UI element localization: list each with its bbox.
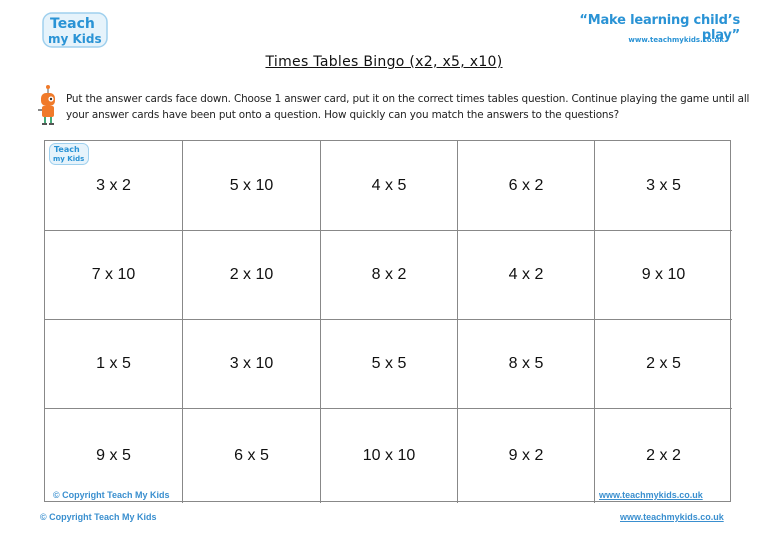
question-text: 3 x 2 xyxy=(96,176,131,194)
bingo-cell[interactable] xyxy=(45,141,183,231)
bingo-cell[interactable] xyxy=(45,320,183,409)
cell-copyright: © Copyright Teach My Kids xyxy=(53,490,170,500)
bingo-cell[interactable] xyxy=(45,231,183,320)
bingo-cell[interactable] xyxy=(183,231,321,320)
teach-my-kids-logo-small xyxy=(49,143,89,165)
bingo-cell[interactable] xyxy=(183,320,321,409)
bingo-grid xyxy=(44,140,731,502)
question-text: 9 x 2 xyxy=(508,447,544,464)
question-text: 1 x 5 xyxy=(96,355,131,372)
bingo-cell[interactable] xyxy=(595,231,732,320)
bingo-cell[interactable] xyxy=(595,141,732,231)
bingo-cell[interactable] xyxy=(321,141,458,231)
bingo-cell[interactable] xyxy=(183,141,321,231)
bingo-cell[interactable] xyxy=(458,141,595,231)
bingo-cell[interactable] xyxy=(183,409,321,503)
question-text: 3 x 5 xyxy=(646,176,681,194)
question-text: 3 x 10 xyxy=(229,355,274,372)
bingo-cell[interactable] xyxy=(458,409,595,503)
bingo-cell[interactable] xyxy=(321,320,458,409)
question-text: 8 x 5 xyxy=(508,355,544,372)
bingo-cell[interactable] xyxy=(595,320,732,409)
bingo-cell[interactable] xyxy=(321,231,458,320)
question-text: 6 x 2 xyxy=(508,176,544,194)
svg-text:my Kids: my Kids xyxy=(48,32,102,46)
question-text: 6 x 5 xyxy=(234,447,269,464)
instructions-text: Put the answer cards face down. Choose 1 answer card, put it on the correct times tables question. Continue playing the game until all your answer cards have been put onto a question. How quickly can you match the answers to the questions? xyxy=(66,93,750,121)
question-text: 4 x 2 xyxy=(508,266,544,283)
tagline: “Make learning child’s play” xyxy=(579,13,740,43)
bingo-cell[interactable] xyxy=(458,231,595,320)
bingo-cell[interactable] xyxy=(45,409,183,503)
question-text: 9 x 10 xyxy=(641,266,686,283)
question-text: 2 x 2 xyxy=(646,447,681,464)
question-text: 5 x 5 xyxy=(371,355,407,372)
svg-text:Teach: Teach xyxy=(54,145,80,154)
robot-mascot-icon xyxy=(36,84,60,130)
bingo-cell[interactable] xyxy=(321,409,458,503)
cell-url-link[interactable]: www.teachmykids.co.uk xyxy=(599,490,703,500)
question-text: 10 x 10 xyxy=(362,447,416,464)
bingo-cell[interactable] xyxy=(458,320,595,409)
tagline-url[interactable]: www.teachmykids.co.uk xyxy=(628,36,724,44)
question-text: 5 x 10 xyxy=(229,176,274,194)
question-text: 8 x 2 xyxy=(371,266,407,283)
question-text: 2 x 10 xyxy=(229,266,274,283)
teach-my-kids-logo xyxy=(42,12,108,48)
question-text: 7 x 10 xyxy=(91,266,136,283)
footer-url-link[interactable]: www.teachmykids.co.uk xyxy=(620,512,724,522)
question-text: 4 x 5 xyxy=(371,176,407,194)
svg-text:my Kids: my Kids xyxy=(53,155,85,163)
svg-text:Teach: Teach xyxy=(50,16,95,32)
question-text: 9 x 5 xyxy=(96,447,131,464)
footer-copyright: © Copyright Teach My Kids xyxy=(40,512,157,522)
bingo-cell[interactable] xyxy=(595,409,732,503)
worksheet-title: Times Tables Bingo (x2, x5, x10) xyxy=(265,54,503,70)
question-text: 2 x 5 xyxy=(646,355,681,372)
